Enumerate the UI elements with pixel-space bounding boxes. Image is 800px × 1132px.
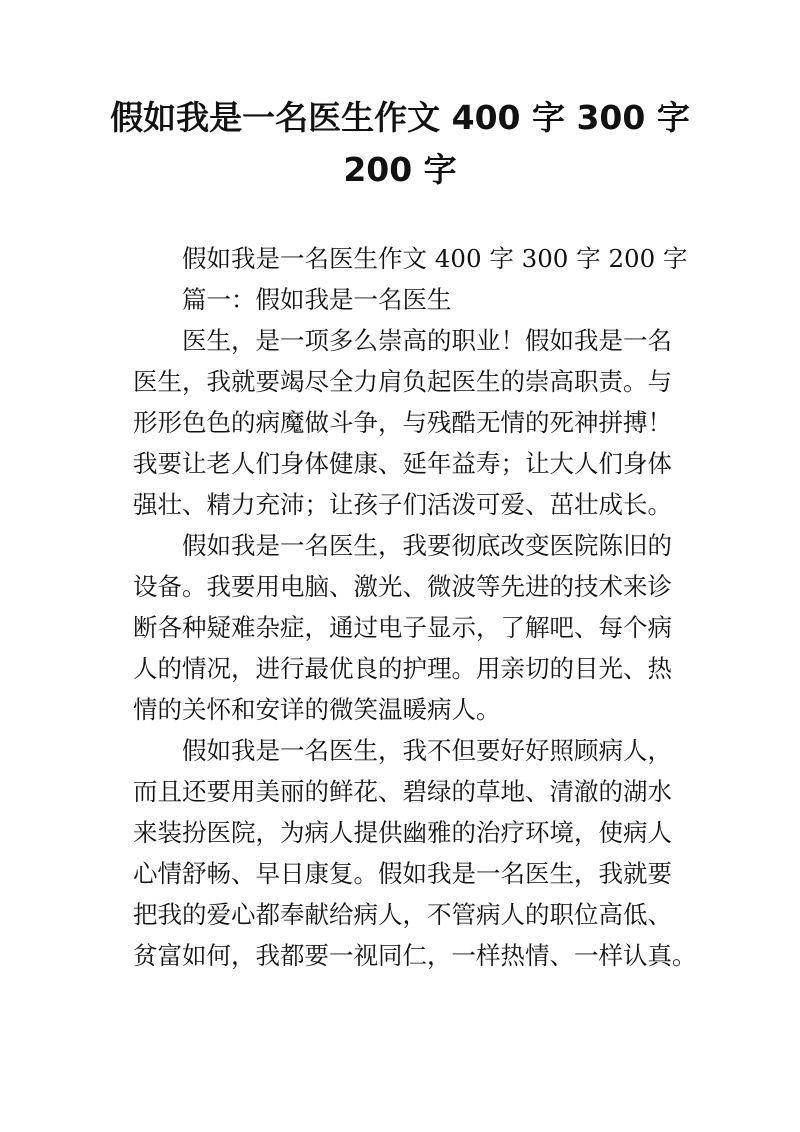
body-line: 形形色色的病魔做斗争，与残酷无情的死神拼搏！ xyxy=(133,408,672,437)
body-line: 我要让老人们身体健康、延年益寿；让大人们身体 xyxy=(133,449,672,478)
body-line: 篇一：假如我是一名医生 xyxy=(182,285,452,314)
body-line: 人的情况，进行最优良的护理。用亲切的目光、热 xyxy=(133,654,672,683)
body-line: 而且还要用美丽的鲜花、碧绿的草地、清澈的湖水 xyxy=(133,777,672,806)
body-line: 断各种疑难杂症，通过电子显示，了解吧、每个病 xyxy=(133,613,672,642)
body-line: 医生，是一项多么崇高的职业！假如我是一名 xyxy=(182,326,672,355)
body-line: 假如我是一名医生，我要彻底改变医院陈旧的 xyxy=(182,531,672,560)
document-title: 假如我是一名医生作文 400 字 300 字 200 字 xyxy=(110,98,690,189)
body-line: 贫富如何，我都要一视同仁，一样热情、一样认真。 xyxy=(133,941,697,970)
body-line: 假如我是一名医生作文 400 字 300 字 200 字 xyxy=(182,244,688,273)
body-line: 心情舒畅、早日康复。假如我是一名医生，我就要 xyxy=(133,859,672,888)
body-line: 把我的爱心都奉献给病人，不管病人的职位高低、 xyxy=(133,900,672,929)
document-body xyxy=(133,238,697,976)
body-line: 假如我是一名医生，我不但要好好照顾病人， xyxy=(182,736,672,765)
body-line: 医生，我就要竭尽全力肩负起医生的崇高职责。与 xyxy=(133,367,672,396)
body-line: 强壮、精力充沛；让孩子们活泼可爱、茁壮成长。 xyxy=(133,490,672,519)
body-line: 来装扮医院，为病人提供幽雅的治疗环境，使病人 xyxy=(133,818,672,847)
body-line: 设备。我要用电脑、激光、微波等先进的技术来诊 xyxy=(133,572,672,601)
body-line: 情的关怀和安详的微笑温暖病人。 xyxy=(133,695,501,724)
